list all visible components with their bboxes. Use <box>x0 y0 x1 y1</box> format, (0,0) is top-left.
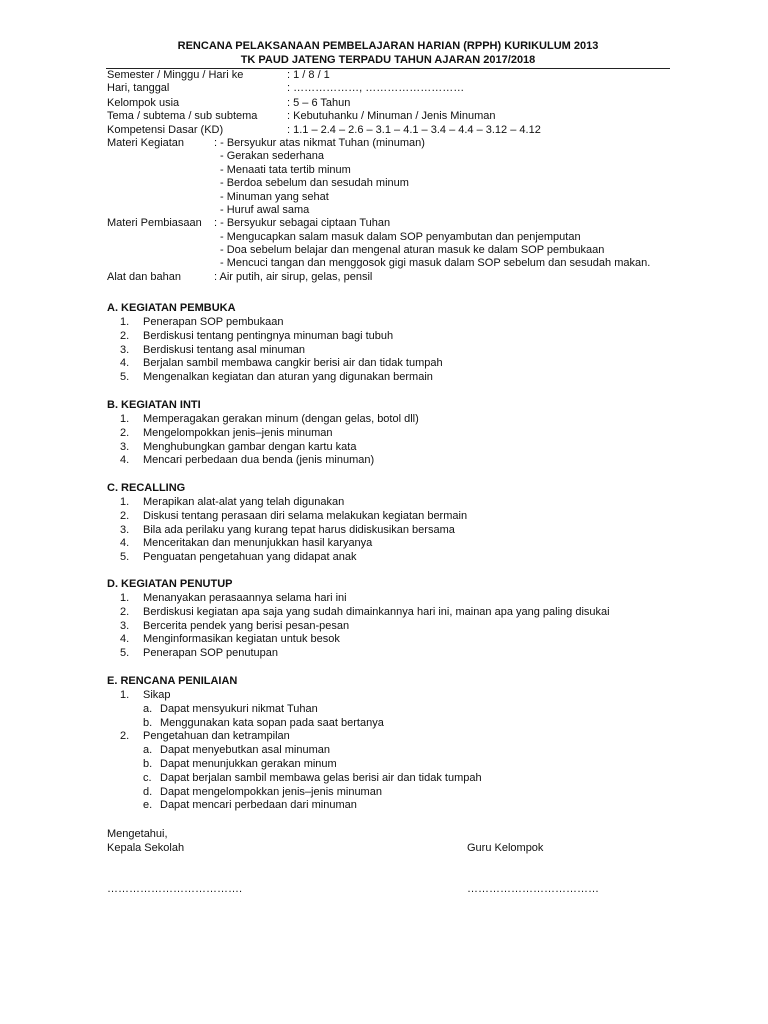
info-label: Kompetensi Dasar (KD) <box>107 123 224 136</box>
list-item <box>107 150 707 163</box>
item-text: Berdiskusi kegiatan apa saja yang sudah dimainkannya hari ini, mainan apa yang paling disukai <box>143 605 610 618</box>
list-item <box>107 537 707 551</box>
item-letter: a. <box>143 702 153 715</box>
info-value: : 1.1 – 2.4 – 2.6 – 3.1 – 4.1 – 3.4 – 4.4 – 3.12 – 4.12 <box>287 123 541 136</box>
signature-line-left: ………………………………. <box>107 883 243 895</box>
item-number: 4. <box>120 357 130 370</box>
materi-pembiasaan-row <box>107 217 707 230</box>
list-item <box>107 592 707 606</box>
list-item <box>107 244 707 257</box>
materi-kegiatan-first: : - Bersyukur atas nikmat Tuhan (minuman) <box>214 136 425 149</box>
item-text: Bila ada perilaku yang kurang tepat harus didiskusikan bersama <box>143 523 455 536</box>
section-kegiatan-inti <box>107 399 707 468</box>
materi-pembiasaan-label: Materi Pembiasaan <box>107 217 202 230</box>
section-recalling <box>107 482 707 565</box>
item-text: Dapat berjalan sambil membawa gelas berisi air dan tidak tumpah <box>160 771 482 784</box>
sub-list-item <box>107 786 707 800</box>
list-item <box>107 164 707 177</box>
item-letter: b. <box>143 716 153 729</box>
info-label: Kelompok usia <box>107 96 180 109</box>
section-title: D. KEGIATAN PENUTUP <box>107 578 233 590</box>
section-rencana-penilaian <box>107 675 707 813</box>
section-title: B. KEGIATAN INTI <box>107 399 201 411</box>
item-number: 3. <box>120 523 130 536</box>
kepala-sekolah-label: Kepala Sekolah <box>107 842 185 854</box>
section-title: A. KEGIATAN PEMBUKA <box>107 302 236 314</box>
materi-kegiatan-label: Materi Kegiatan <box>107 136 185 149</box>
item-text: Menggunakan kata sopan pada saat bertanya <box>160 716 384 729</box>
section-kegiatan-pembuka <box>107 302 707 385</box>
item-text: Penerapan SOP pembukaan <box>143 316 284 328</box>
item-letter: c. <box>143 771 152 784</box>
alat-row <box>107 271 707 284</box>
materi-pembiasaan-item: - Doa sebelum belajar dan mengenal aturan masuk ke dalam SOP pembukaan <box>220 244 605 257</box>
item-number: 1. <box>120 496 130 508</box>
item-number: 1. <box>120 592 130 604</box>
list-item <box>107 647 707 661</box>
info-value: : 5 – 6 Tahun <box>287 96 351 109</box>
section-kegiatan-penutup <box>107 578 707 661</box>
item-number: 1. <box>120 413 130 425</box>
header-title: RENCANA PELAKSANAAN PEMBELAJARAN HARIAN (RPPH) KURIKULUM 2013 <box>177 40 599 52</box>
sub-list-item <box>107 799 707 813</box>
item-number: 3. <box>120 619 130 632</box>
section-title: E. RENCANA PENILAIAN <box>107 675 238 687</box>
list-item <box>107 606 707 620</box>
item-number: 4. <box>120 454 130 467</box>
item-letter: b. <box>143 757 153 770</box>
item-letter: d. <box>143 785 153 798</box>
info-value: : ………………, ……………………… <box>287 82 465 95</box>
list-item <box>107 316 707 330</box>
info-row <box>107 97 707 110</box>
item-number: 3. <box>120 343 130 356</box>
document-header <box>106 39 670 67</box>
item-text: Berdiskusi tentang asal minuman <box>143 343 306 356</box>
list-item <box>107 730 707 744</box>
item-number: 5. <box>120 647 130 660</box>
item-number: 2. <box>120 730 130 743</box>
list-item <box>107 441 707 455</box>
info-label: Tema / subtema / sub subtema <box>107 110 258 123</box>
materi-kegiatan-item: - Minuman yang sehat <box>220 190 329 203</box>
item-text: Memperagakan gerakan minum (dengan gelas, botol dll) <box>143 413 419 425</box>
list-item <box>107 371 707 385</box>
sub-list-item <box>107 717 707 731</box>
list-item <box>107 620 707 634</box>
item-text: Menghubungkan gambar dengan kartu kata <box>143 440 357 453</box>
item-number: 4. <box>120 633 130 646</box>
info-block <box>107 69 707 284</box>
list-item <box>107 496 707 510</box>
info-value: : Kebutuhanku / Minuman / Jenis Minuman <box>287 110 496 123</box>
materi-pembiasaan-first: : - Bersyukur sebagai ciptaan Tuhan <box>214 217 391 230</box>
item-text: Menginformasikan kegiatan untuk besok <box>143 633 340 646</box>
item-text: Diskusi tentang perasaan diri selama melakukan kegiatan bermain <box>143 509 468 522</box>
list-item <box>107 257 707 270</box>
item-text: Mengenalkan kegiatan dan aturan yang digunakan bermain <box>143 371 433 384</box>
list-item <box>107 191 707 204</box>
materi-kegiatan-item: - Gerakan sederhana <box>220 150 324 163</box>
info-row <box>107 82 707 95</box>
item-letter: e. <box>143 799 153 812</box>
list-item <box>107 689 707 703</box>
info-value: : 1 / 8 / 1 <box>287 69 330 81</box>
item-text: Berjalan sambil membawa cangkir berisi air dan tidak tumpah <box>143 357 443 370</box>
item-number: 1. <box>120 689 130 701</box>
materi-kegiatan-row <box>107 137 707 150</box>
item-number: 4. <box>120 537 130 550</box>
list-item <box>107 357 707 371</box>
item-text: Pengetahuan dan ketrampilan <box>143 730 290 743</box>
info-row <box>107 124 707 137</box>
guru-kelompok-label: Guru Kelompok <box>467 842 544 854</box>
list-item <box>107 344 707 358</box>
list-item <box>107 551 707 565</box>
sub-list-item <box>107 772 707 786</box>
sub-list-item <box>107 703 707 717</box>
item-text: Menanyakan perasaannya selama hari ini <box>143 592 347 604</box>
list-item <box>107 204 707 217</box>
info-label: Hari, tanggal <box>107 82 170 95</box>
item-text: Dapat menunjukkan gerakan minum <box>160 757 337 770</box>
materi-kegiatan-item: - Huruf awal sama <box>220 203 310 216</box>
list-item <box>107 231 707 244</box>
list-item <box>107 413 707 427</box>
materi-kegiatan-item: - Berdoa sebelum dan sesudah minum <box>220 177 409 190</box>
list-item <box>107 454 707 468</box>
section-title: C. RECALLING <box>107 482 186 494</box>
item-text: Dapat mengelompokkan jenis–jenis minuman <box>160 785 382 798</box>
item-text: Dapat menyebutkan asal minuman <box>160 744 330 757</box>
item-number: 2. <box>120 426 130 439</box>
alat-label: Alat dan bahan <box>107 270 182 283</box>
item-number: 2. <box>120 605 130 618</box>
item-number: 5. <box>120 551 130 564</box>
item-text: Bercerita pendek yang berisi pesan-pesan <box>143 619 350 632</box>
item-text: Dapat mencari perbedaan dari minuman <box>160 799 357 812</box>
alat-value: : Air putih, air sirup, gelas, pensil <box>214 270 373 283</box>
item-letter: a. <box>143 744 153 757</box>
item-number: 3. <box>120 440 130 453</box>
list-item <box>107 177 707 190</box>
item-number: 2. <box>120 509 130 522</box>
item-text: Dapat mensyukuri nikmat Tuhan <box>160 702 318 715</box>
item-number: 5. <box>120 371 130 384</box>
item-text: Mengelompokkan jenis–jenis minuman <box>143 426 333 439</box>
item-text: Menceritakan dan menunjukkan hasil karyanya <box>143 537 373 550</box>
list-item <box>107 633 707 647</box>
item-text: Penguatan pengetahuan yang didapat anak <box>143 551 357 564</box>
item-number: 1. <box>120 316 130 328</box>
list-item <box>107 427 707 441</box>
item-text: Penerapan SOP penutupan <box>143 647 278 660</box>
list-item <box>107 330 707 344</box>
info-row <box>107 69 707 82</box>
info-row <box>107 110 707 123</box>
info-label: Semester / Minggu / Hari ke <box>107 69 244 81</box>
list-item <box>107 510 707 524</box>
materi-kegiatan-item: - Menaati tata tertib minum <box>220 163 351 176</box>
item-text: Mencari perbedaan dua benda (jenis minuman) <box>143 454 375 467</box>
item-text: Sikap <box>143 689 171 701</box>
signature-line-right: ……………………………… <box>467 883 599 895</box>
materi-pembiasaan-item: - Mengucapkan salam masuk dalam SOP penyambutan dan penjemputan <box>220 230 581 243</box>
item-text: Berdiskusi tentang pentingnya minuman bagi tubuh <box>143 329 394 342</box>
header-subtitle: TK PAUD JATENG TERPADU TAHUN AJARAN 2017/2018 <box>240 54 536 66</box>
mengetahui-text: Mengetahui, <box>107 828 168 840</box>
sub-list-item <box>107 744 707 758</box>
materi-pembiasaan-item: - Mencuci tangan dan menggosok gigi masuk dalam SOP sebelum dan sesudah makan. <box>220 257 651 270</box>
item-text: Merapikan alat-alat yang telah digunakan <box>143 496 345 508</box>
list-item <box>107 524 707 538</box>
item-number: 2. <box>120 329 130 342</box>
sub-list-item <box>107 758 707 772</box>
